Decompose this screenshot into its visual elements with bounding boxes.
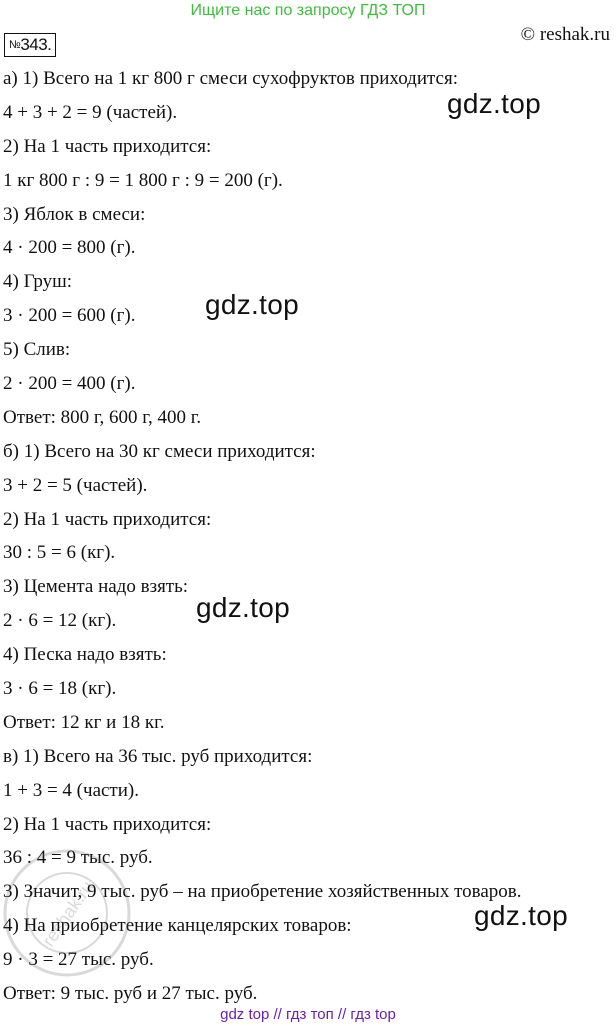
solution-line: 9 · 3 = 27 тыс. руб. (3, 949, 154, 971)
number-sign: № (9, 39, 21, 51)
answer-line: Ответ: 12 кг и 18 кг. (3, 711, 165, 733)
problem-number-box (4, 33, 56, 57)
solution-text (3, 62, 613, 1011)
solution-line: 36 : 4 = 9 тыс. руб. (3, 847, 153, 869)
problem-number: 343. (20, 35, 52, 54)
bottom-banner: gdz top // гдз топ // гдз top (220, 1006, 396, 1023)
seal-text: reshak.ru (38, 877, 98, 951)
solution-line: 1 + 3 = 4 (части). (3, 779, 139, 801)
solution-line: 4 + 3 + 2 = 9 (частей). (3, 101, 178, 123)
solution-line: 2) На 1 часть приходится: (3, 813, 212, 835)
watermark: gdz.top (447, 88, 541, 119)
solution-line: 3 · 6 = 18 (кг). (3, 678, 117, 700)
solution-line: в) 1) Всего на 36 тыс. руб приходится: (3, 745, 313, 767)
solution-line: 4) Груш: (3, 271, 73, 293)
solution-line: 2) На 1 часть приходится: (3, 135, 212, 157)
watermark: gdz.top (474, 900, 568, 931)
solution-line: 5) Слив: (3, 339, 71, 361)
copyright: © reshak.ru (520, 24, 610, 45)
top-banner: Ищите нас по запросу ГДЗ ТОП (190, 2, 426, 19)
solution-line: 3) Цемента надо взять: (3, 576, 189, 598)
solution-line: 3) Яблок в смеси: (3, 203, 146, 225)
solution-line: 2 · 6 = 12 (кг). (3, 610, 117, 632)
solution-line: 4 · 200 = 800 (г). (3, 237, 136, 259)
solution-line: 30 : 5 = 6 (кг). (3, 542, 116, 564)
solution-line: 4) Песка надо взять: (3, 644, 167, 666)
solution-line: 3) Значит, 9 тыс. руб – на приобретение хозяйственных товаров. (3, 881, 522, 903)
watermark: gdz.top (196, 592, 290, 623)
solution-line: 2) На 1 часть приходится: (3, 508, 212, 530)
solution-line: 2 · 200 = 400 (г). (3, 373, 136, 395)
solution-line: а) 1) Всего на 1 кг 800 г смеси сухофруктов приходится: (3, 68, 458, 89)
solution-line: 3 + 2 = 5 (частей). (3, 474, 148, 496)
answer-line: Ответ: 800 г, 600 г, 400 г. (3, 406, 202, 428)
solution-line: б) 1) Всего на 30 кг смеси приходится: (3, 440, 316, 462)
solution-line: 4) На приобретение канцелярских товаров: (3, 915, 352, 937)
solution-line: 1 кг 800 г : 9 = 1 800 г : 9 = 200 (г). (3, 169, 283, 191)
answer-line: Ответ: 9 тыс. руб и 27 тыс. руб. (3, 983, 258, 1005)
watermark: gdz.top (205, 289, 299, 320)
solution-line: 3 · 200 = 600 (г). (3, 305, 136, 327)
